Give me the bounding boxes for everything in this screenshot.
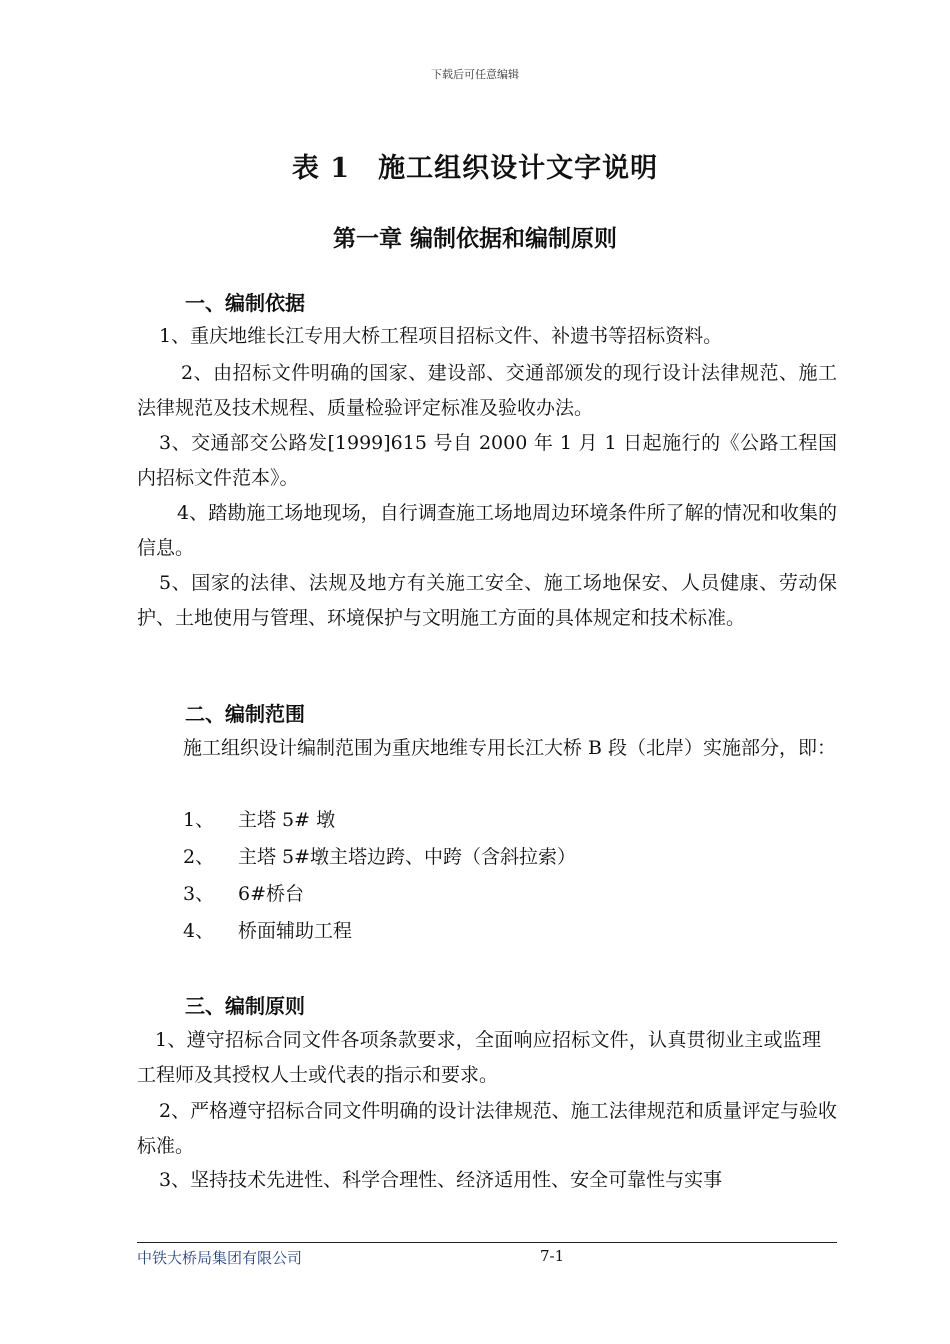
principle-item-1: 1、遵守招标合同文件各项条款要求，全面响应招标文件，认真贯彻业主或监理工程师及其授权人士或代表的指示和要求。 — [137, 1029, 821, 1086]
footer-rule — [137, 1242, 837, 1243]
principle-item-2: 2、严格遵守招标合同文件明确的设计法律规范、施工法律规范和质量评定与验收标准。 — [137, 1100, 837, 1157]
basis-item-1: 1、重庆地维长江专用大桥工程项目招标文件、补遗书等招标资料。 — [159, 325, 723, 347]
document-title: 表 1 施工组织设计文字说明 — [291, 153, 659, 184]
scope-list-text: 主塔 5# 墩 — [238, 809, 336, 831]
scope-list-item — [183, 916, 352, 943]
scope-list-item — [183, 842, 576, 869]
basis-item-4: 4、踏勘施工场地现场，自行调查施工场地周边环境条件所了解的情况和收集的信息。 — [137, 502, 837, 559]
scope-list-text: 桥面辅助工程 — [238, 920, 353, 942]
scope-list-text: 主塔 5#墩主塔边跨、中跨（含斜拉索） — [238, 846, 577, 868]
scope-intro: 施工组织设计编制范围为重庆地维专用长江大桥 B 段（北岸）实施部分，即： — [183, 737, 837, 759]
scope-list-num: 2、 — [183, 846, 215, 868]
section-heading-scope: 二、编制范围 — [185, 702, 305, 726]
header-note: 下载后可任意编辑 — [431, 68, 519, 81]
basis-item-5: 5、国家的法律、法规及地方有关施工安全、施工场地保安、人员健康、劳动保护、土地使用与管理、环境保护与文明施工方面的具体规定和技术标准。 — [137, 572, 837, 629]
basis-item-3: 3、交通部交公路发[1999]615 号自 2000 年 1 月 1 日起施行的《公路工程国内招标文件范本》。 — [137, 432, 837, 489]
chapter-heading: 第一章 编制依据和编制原则 — [332, 225, 617, 252]
basis-item-2: 2、由招标文件明确的国家、建设部、交通部颁发的现行设计法律规范、施工法律规范及技术规程、质量检验评定标准及验收办法。 — [137, 362, 837, 419]
scope-list-num: 4、 — [183, 920, 215, 942]
scope-list-item — [183, 805, 335, 832]
principle-item-3: 3、坚持技术先进性、科学合理性、经济适用性、安全可靠性与实事 — [159, 1169, 723, 1191]
scope-list-num: 1、 — [183, 809, 215, 831]
footer-company: 中铁大桥局集团有限公司 — [137, 1249, 303, 1267]
section-heading-principles: 三、编制原则 — [185, 994, 305, 1018]
scope-list-num: 3、 — [183, 883, 215, 905]
scope-list-item — [183, 879, 304, 906]
page-number: 7-1 — [540, 1247, 565, 1265]
section-heading-basis: 一、编制依据 — [185, 291, 305, 315]
scope-list-text: 6#桥台 — [238, 883, 305, 905]
